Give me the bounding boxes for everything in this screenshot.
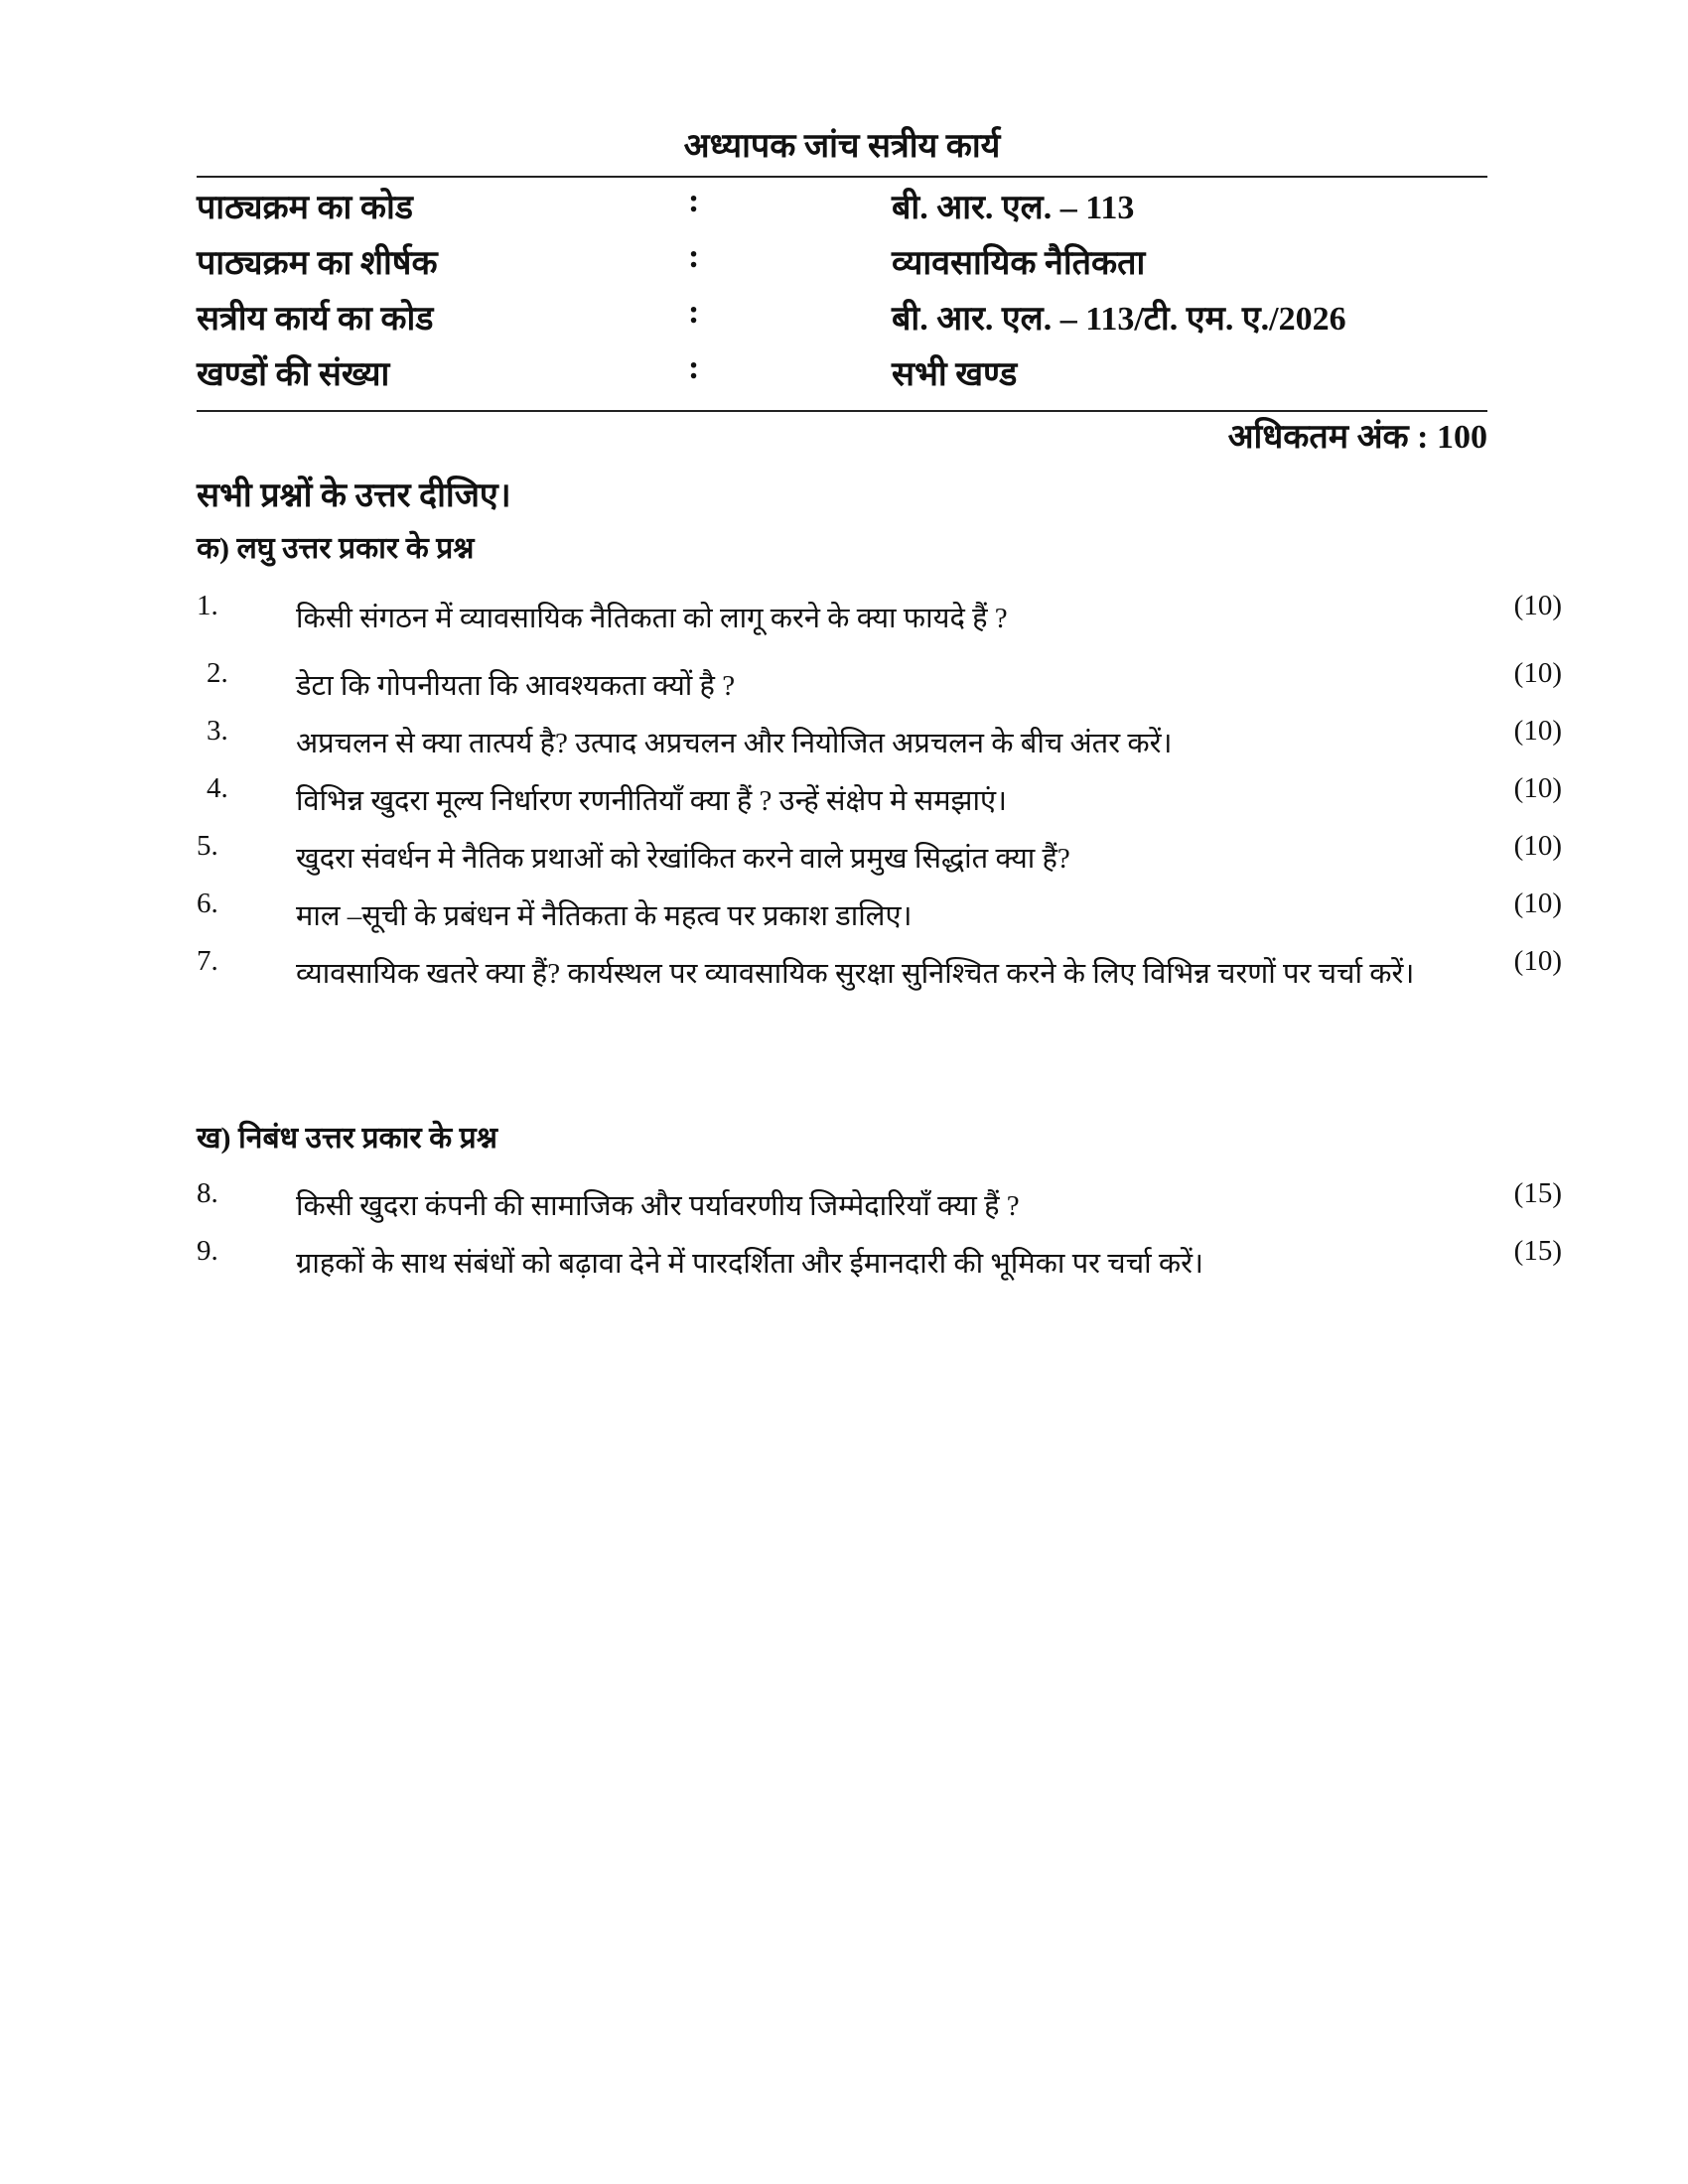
meta-row-assignment-code — [197, 294, 1487, 343]
meta-label: खण्डों की संख्या — [197, 356, 390, 393]
question-number: 7. — [197, 945, 218, 977]
meta-value: बी. आर. एल. – 113/टी. एम. ए./2026 — [892, 301, 1346, 338]
meta-label: पाठ्यक्रम का कोड — [197, 190, 413, 226]
question-marks: (15) — [1513, 1177, 1562, 1209]
meta-colon: : — [688, 183, 700, 219]
section-heading-short-answer: क) लघु उत्तर प्रकार के प्रश्न — [197, 532, 475, 565]
question-text: किसी संगठन में व्यावसायिक नैतिकता को लागू करने के क्या फायदे हैं ? — [296, 603, 1008, 634]
question-number: 1. — [197, 590, 218, 621]
question-number: 9. — [197, 1235, 218, 1267]
meta-label: पाठ्यक्रम का शीर्षक — [197, 245, 438, 282]
meta-row-course-title — [197, 238, 1487, 288]
document-title: अध्यापक जांच सत्रीय कार्य — [683, 128, 1001, 165]
meta-value: सभी खण्ड — [892, 356, 1018, 393]
question-marks: (10) — [1513, 830, 1562, 862]
question-text: अप्रचलन से क्या तात्पर्य है? उत्पाद अप्रचलन और नियोजित अप्रचलन के बीच अंतर करें। — [296, 728, 1173, 759]
meta-value: बी. आर. एल. – 113 — [892, 190, 1135, 226]
question-text: डेटा कि गोपनीयता कि आवश्यकता क्यों है ? — [296, 670, 736, 702]
meta-colon: : — [688, 349, 700, 386]
question-marks: (10) — [1513, 715, 1562, 747]
meta-row-blocks-count — [197, 349, 1487, 399]
question-text: खुदरा संवर्धन मे नैतिक प्रथाओं को रेखांकित करने वाले प्रमुख सिद्धांत क्या हैं? — [296, 843, 1070, 875]
question-text: माल –सूची के प्रबंधन में नैतिकता के महत्व पर प्रकाश डालिए। — [296, 900, 913, 932]
question-number: 3. — [207, 715, 228, 747]
question-text: किसी खुदरा कंपनी की सामाजिक और पर्यावरणीय जिम्मेदारियाँ क्या हैं ? — [296, 1190, 1020, 1222]
max-marks: अधिकतम अंक : 100 — [1227, 419, 1487, 456]
meta-colon: : — [688, 294, 700, 331]
question-marks: (10) — [1513, 772, 1562, 804]
instruction: सभी प्रश्नों के उत्तर दीजिए। — [197, 478, 511, 514]
question-marks: (15) — [1513, 1235, 1562, 1267]
question-text: व्यावसायिक खतरे क्या हैं? कार्यस्थल पर व्यावसायिक सुरक्षा सुनिश्चित करने के लिए विभिन्न चरणों पर चर्चा करें। — [296, 958, 1415, 990]
meta-colon: : — [688, 238, 700, 275]
question-marks: (10) — [1513, 945, 1562, 977]
meta-value: व्यावसायिक नैतिकता — [892, 245, 1146, 282]
question-number: 5. — [197, 830, 218, 862]
question-marks: (10) — [1513, 887, 1562, 919]
question-number: 8. — [197, 1177, 218, 1209]
question-number: 2. — [207, 657, 228, 689]
meta-label: सत्रीय कार्य का कोड — [197, 301, 434, 338]
header-top-rule — [197, 176, 1487, 178]
section-heading-essay: ख) निबंध उत्तर प्रकार के प्रश्न — [197, 1122, 497, 1155]
question-marks: (10) — [1513, 590, 1562, 621]
question-number: 6. — [197, 887, 218, 919]
question-text: विभिन्न खुदरा मूल्य निर्धारण रणनीतियाँ क्या हैं ? उन्हें संक्षेप मे समझाएं। — [296, 785, 1008, 817]
meta-row-course-code — [197, 183, 1487, 232]
question-text: ग्राहकों के साथ संबंधों को बढ़ावा देने में पारदर्शिता और ईमानदारी की भूमिका पर चर्चा करें। — [296, 1248, 1203, 1280]
question-marks: (10) — [1513, 657, 1562, 689]
question-number: 4. — [207, 772, 228, 804]
